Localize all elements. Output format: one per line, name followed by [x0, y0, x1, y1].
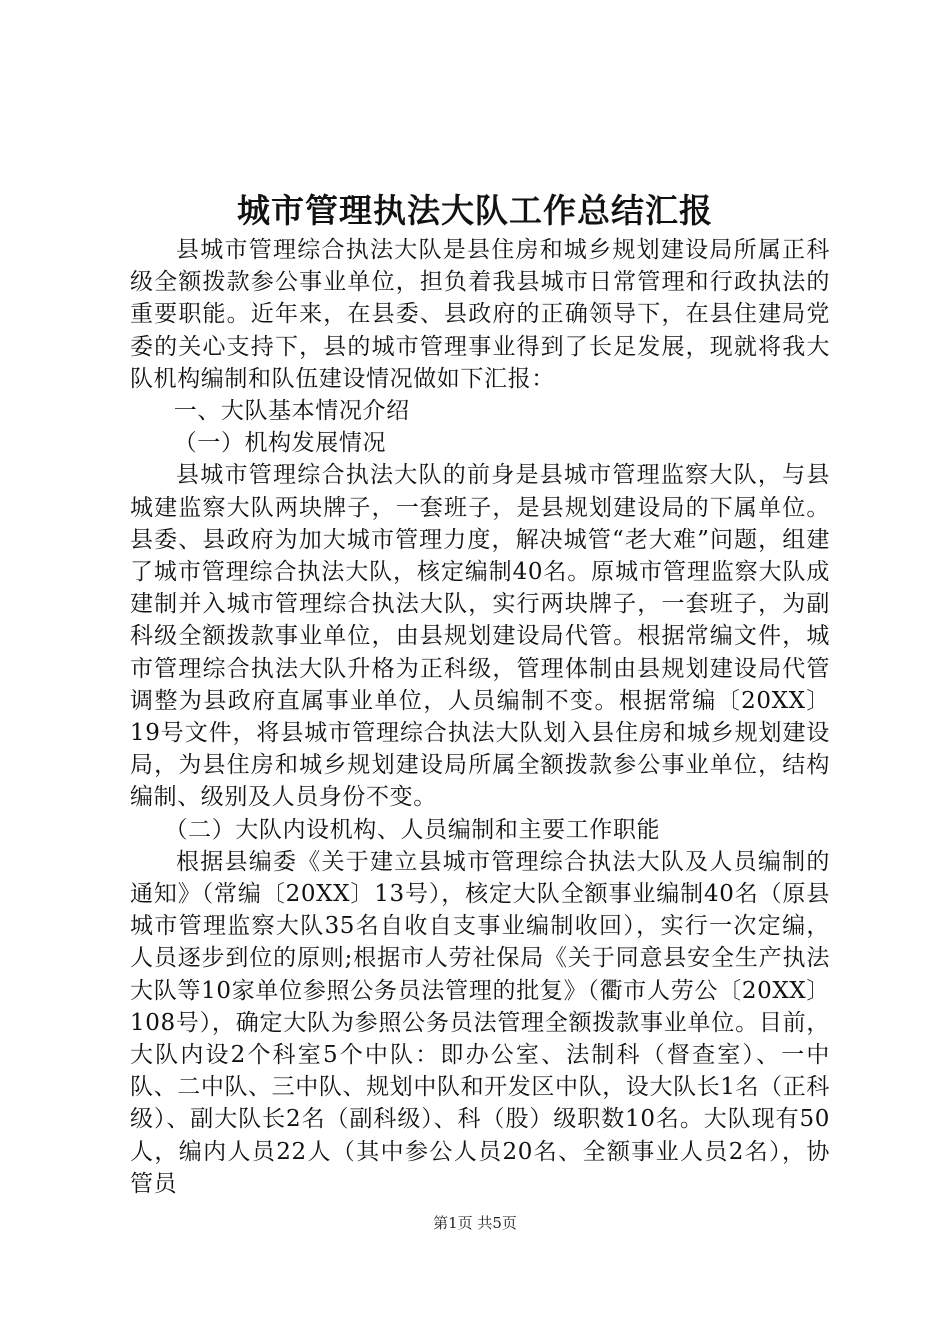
subsection-heading-structure: （二）大队内设机构、人员编制和主要工作职能	[164, 816, 661, 843]
document-title: 城市管理执法大队工作总结汇报	[237, 191, 713, 230]
section-heading-basic-info: 一、大队基本情况介绍	[173, 398, 410, 425]
paragraph-intro: 县城市管理综合执法大队是县住房和城乡规划建设局所属正科级全额拨款参公事业单位，担负着我县城市日常管理和行政执法的重要职能。近年来，在县委、县政府的正确领导下，在县住建局党委的关心支持下，县的城市管理事业得到了长足发展，现就将我大队机构编制和队伍建设情况做如下汇报：	[130, 237, 830, 392]
paragraph-structure-staffing: 根据县编委《关于建立县城市管理综合执法大队及人员编制的通知》（常编〔20XX〕13号），核定大队全额事业编制40名（原县城市管理监察大队35名自收自支事业编制收回），实行一次定编，人员逐步到位的原则;根据市人劳社保局《关于同意县安全生产执法大队等10家单位参照公务员法管理的批复》（衢市人劳公〔20XX〕108号），确定大队为参照公务员法管理全额拨款事业单位。目前，大队内设2个科室5个中队：即办公室、法制科（督查室）、一中队、二中队、三中队、规划中队和开发区中队，设大队长1名（正科级）、副大队长2名（副科级）、科（股）级职数10名。大队现有50人，编内人员22人（其中参公人员20名、全额事业人员2名），协管员	[130, 848, 830, 1197]
subsection-heading-organization: （一）机构发展情况	[173, 430, 387, 457]
paragraph-organization-history: 县城市管理综合执法大队的前身是县城市管理监察大队，与县城建监察大队两块牌子，一套班子，是县规划建设局的下属单位。县委、县政府为加大城市管理力度，解决城管“老大难”问题，组建了城市管理综合执法大队，核定编制40名。原城市管理监察大队成建制并入城市管理综合执法大队，实行两块牌子，一套班子，为副科级全额拨款事业单位，由县规划建设局代管。根据常编文件，城市管理综合执法大队升格为正科级，管理体制由县规划建设局代管调整为县政府直属事业单位，人员编制不变。根据常编〔20XX〕19号文件，将县城市管理综合执法大队划入县住房和城乡规划建设局，为县住房和城乡规划建设局所属全额拨款参公事业单位，结构编制、级别及人员身份不变。	[130, 462, 830, 811]
page-number-footer: 第1页 共5页	[433, 1214, 517, 1232]
document-body	[130, 234, 830, 1200]
